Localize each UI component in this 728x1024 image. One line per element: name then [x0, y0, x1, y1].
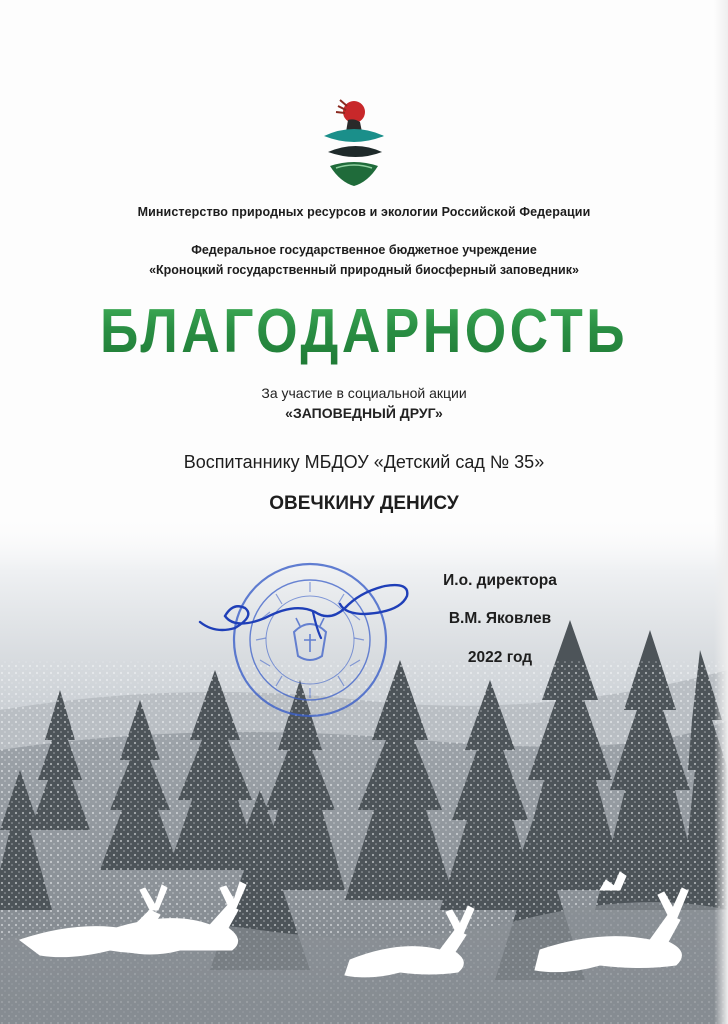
- certificate-year: 2022 год: [467, 649, 533, 666]
- signatory-position: И.о. директора: [443, 572, 557, 589]
- institution-type: Федеральное государственное бюджетное учреждение: [191, 243, 537, 257]
- director-signature: [195, 572, 420, 644]
- action-name: «ЗАПОВЕДНЫЙ ДРУГ»: [285, 405, 443, 421]
- reserve-logo: [318, 96, 390, 188]
- recipient-organization: Воспитаннику МБДОУ «Детский сад № 35»: [183, 452, 545, 472]
- recipient-name: ОВЕЧКИНУ ДЕНИСУ: [269, 493, 459, 514]
- institution-name: «Кроноцкий государственный природный биосферный заповедник»: [149, 263, 579, 277]
- award-reason: За участие в социальной акции: [261, 385, 467, 401]
- ministry-name: Министерство природных ресурсов и экологии Российской Федерации: [137, 205, 591, 219]
- certificate-title: БЛАГОДАРНОСТЬ: [51, 296, 677, 367]
- signatory-name: В.М. Яковлев: [448, 610, 552, 627]
